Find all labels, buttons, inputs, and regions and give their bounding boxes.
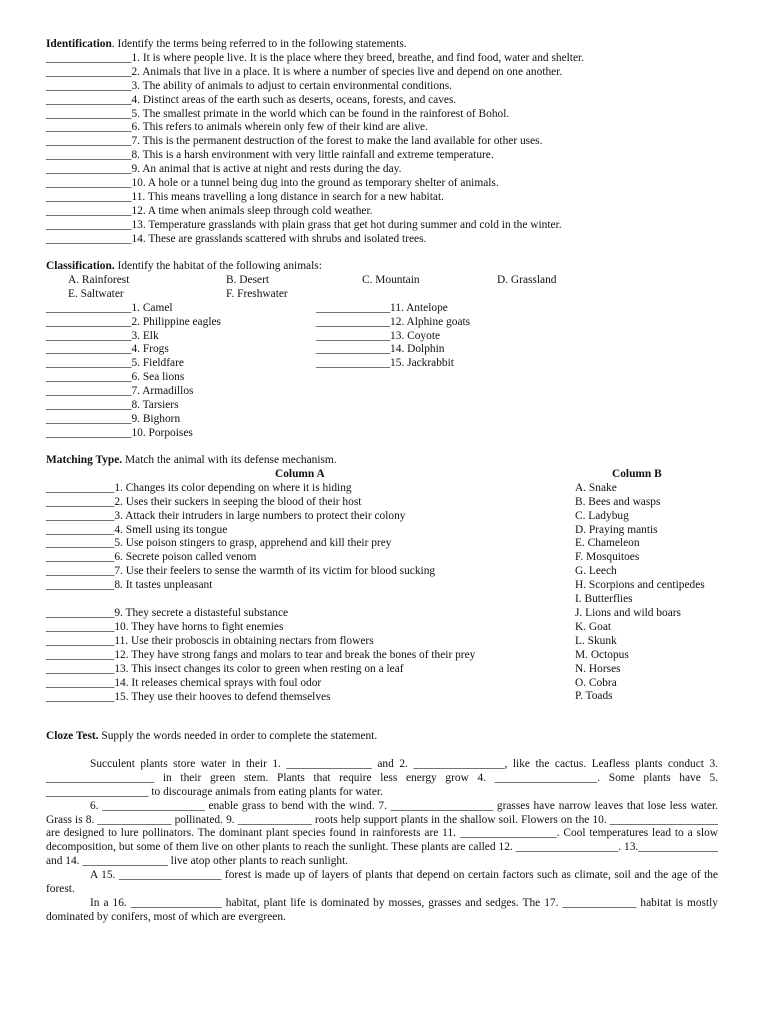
item-text: 4. Frogs bbox=[131, 343, 169, 356]
habitat-choice: C. Mountain bbox=[362, 273, 420, 286]
item-text: 9. They secrete a distasteful substance bbox=[114, 607, 289, 620]
matching-columns bbox=[46, 468, 736, 718]
item-text: 8. It tastes unpleasant bbox=[114, 579, 213, 592]
answer-blank[interactable]: _______________ bbox=[46, 121, 132, 134]
column-a-item bbox=[46, 649, 576, 663]
column-b-item: C. Ladybug bbox=[575, 509, 629, 522]
answer-blank[interactable]: _______________ bbox=[46, 163, 132, 176]
habitat-choice: B. Desert bbox=[226, 273, 270, 286]
column-a-spacer bbox=[46, 593, 576, 607]
classification-right-column bbox=[316, 302, 470, 372]
column-b-items bbox=[575, 482, 735, 705]
column-b-item: I. Butterflies bbox=[575, 593, 633, 606]
item-text: 1. It is where people live. It is the place where they breed, breathe, and find food, water and shelter. bbox=[131, 51, 585, 64]
cloze-paragraph-4: In a 16. ________________ habitat, plant life is dominated by mosses, grasses and sedges. The 17. _____________ habitat is mostly dominated by conifers, most of which are evergreen. bbox=[46, 896, 718, 923]
classification-item bbox=[316, 302, 470, 316]
item-text: 12. Alphine goats bbox=[390, 315, 471, 328]
classification-left-column bbox=[46, 302, 221, 441]
column-a-item bbox=[46, 565, 576, 579]
column-a-item bbox=[46, 551, 576, 565]
answer-blank[interactable]: _______________ bbox=[46, 190, 132, 203]
answer-blank[interactable]: _______________ bbox=[46, 412, 132, 425]
item-text: 7. This is the permanent destruction of the forest to make the land available for other uses. bbox=[131, 135, 543, 148]
item-text: 6. This refers to animals wherein only few of their kind are alive. bbox=[131, 121, 428, 134]
item-text: 2. Philippine eagles bbox=[131, 315, 221, 328]
habitat-choice: E. Saltwater bbox=[68, 287, 124, 300]
answer-blank[interactable]: ____________ bbox=[46, 620, 115, 633]
answer-blank[interactable]: ____________ bbox=[46, 634, 115, 647]
identification-item bbox=[46, 233, 736, 247]
column-a-item bbox=[46, 524, 576, 538]
answer-blank[interactable]: _______________ bbox=[46, 107, 132, 120]
answer-blank[interactable]: _______________ bbox=[46, 204, 132, 217]
classification-item bbox=[46, 413, 221, 427]
classification-item bbox=[46, 371, 221, 385]
column-b-item: E. Chameleon bbox=[575, 537, 640, 550]
answer-blank[interactable]: _______________ bbox=[46, 385, 132, 398]
column-a-item bbox=[46, 510, 576, 524]
item-text: 4. Distinct areas of the earth such as deserts, oceans, forests, and caves. bbox=[131, 93, 457, 106]
column-b-item: P. Toads bbox=[575, 690, 613, 703]
item-text: 14. It releases chemical sprays with foul odor bbox=[114, 676, 322, 689]
answer-blank[interactable]: _______________ bbox=[46, 65, 132, 78]
answer-blank[interactable]: _____________ bbox=[316, 301, 391, 314]
answer-blank[interactable]: ____________ bbox=[46, 676, 115, 689]
classification-item bbox=[316, 357, 470, 371]
column-b-item: O. Cobra bbox=[575, 676, 617, 689]
item-text: 7. Armadillos bbox=[131, 385, 194, 398]
column-a-item bbox=[46, 482, 576, 496]
identification-item bbox=[46, 66, 736, 80]
habitat-choices-row-1 bbox=[46, 274, 736, 288]
answer-blank[interactable]: _______________ bbox=[46, 177, 132, 190]
habitat-choice: F. Freshwater bbox=[226, 287, 288, 300]
column-b bbox=[575, 468, 735, 704]
answer-blank[interactable]: ____________ bbox=[46, 481, 115, 494]
column-a bbox=[46, 468, 576, 705]
classification-instruction: Identify the habitat of the following animals: bbox=[114, 260, 322, 272]
classification-item bbox=[46, 343, 221, 357]
classification-item bbox=[46, 399, 221, 413]
identification-items bbox=[46, 52, 736, 247]
identification-item bbox=[46, 191, 736, 205]
item-text: 14. These are grasslands scattered with shrubs and isolated trees. bbox=[131, 232, 427, 245]
classification-item bbox=[46, 427, 221, 441]
identification-section bbox=[46, 38, 736, 247]
matching-section bbox=[46, 454, 736, 718]
cloze-paragraph-1: Succulent plants store water in their 1. _______________ and 2. ________________, like the cactus. Leafless plants conduct 3. ___________________ in their green stem. Plants that require less energy grow 4. __________________. Some plants have 5. __________________ to discourage animals from eating plants for water. bbox=[46, 757, 718, 798]
column-a-item bbox=[46, 607, 576, 621]
identification-item bbox=[46, 52, 736, 66]
identification-instruction: . Identify the terms being referred to in the following statements. bbox=[111, 38, 407, 50]
identification-item bbox=[46, 163, 736, 177]
cloze-instruction: Supply the words needed in order to complete the statement. bbox=[98, 730, 378, 742]
answer-blank[interactable]: _______________ bbox=[46, 93, 132, 106]
item-text: 9. Bighorn bbox=[131, 412, 181, 425]
answer-blank[interactable]: ____________ bbox=[46, 607, 115, 620]
answer-blank[interactable]: _______________ bbox=[46, 149, 132, 162]
answer-blank[interactable]: ____________ bbox=[46, 579, 115, 592]
column-b-item: K. Goat bbox=[575, 620, 612, 633]
classification-item bbox=[316, 330, 470, 344]
column-a-items-top bbox=[46, 482, 576, 593]
habitat-choice: A. Rainforest bbox=[68, 273, 130, 286]
answer-blank[interactable]: ____________ bbox=[46, 662, 115, 675]
answer-blank[interactable]: _______________ bbox=[46, 218, 132, 231]
item-text: 12. They have strong fangs and molars to tear and break the bones of their prey bbox=[114, 648, 476, 661]
item-text: 6. Secrete poison called venom bbox=[114, 551, 257, 564]
item-text: 13. Temperature grasslands with plain grass that get hot during summer and cold in the winter. bbox=[131, 218, 562, 231]
classification-item bbox=[46, 330, 221, 344]
answer-blank[interactable]: _______________ bbox=[46, 315, 132, 328]
answer-blank[interactable]: ____________ bbox=[46, 690, 115, 703]
answer-blank[interactable]: _______________ bbox=[46, 51, 132, 64]
column-b-item: M. Octopus bbox=[575, 648, 629, 661]
item-text: 2. Uses their suckers in seeping the blood of their host bbox=[114, 495, 362, 508]
answer-blank[interactable]: _______________ bbox=[46, 426, 132, 439]
identification-item bbox=[46, 135, 736, 149]
column-b-item: B. Bees and wasps bbox=[575, 495, 661, 508]
item-text: 8. Tarsiers bbox=[131, 399, 179, 412]
identification-item bbox=[46, 94, 736, 108]
column-a-items-bottom bbox=[46, 607, 576, 704]
answer-blank[interactable]: _____________ bbox=[316, 343, 391, 356]
cloze-heading: Cloze Test. bbox=[46, 730, 99, 742]
cloze-section bbox=[46, 730, 718, 925]
answer-blank[interactable]: ____________ bbox=[46, 551, 115, 564]
matching-instruction: Match the animal with its defense mechanism. bbox=[122, 454, 337, 466]
column-a-item bbox=[46, 537, 576, 551]
cloze-spacer bbox=[46, 744, 718, 758]
matching-heading: Matching Type. bbox=[46, 454, 123, 466]
answer-blank[interactable]: _____________ bbox=[316, 315, 391, 328]
identification-heading: Identification bbox=[46, 38, 112, 50]
item-text: 10. They have horns to fight enemies bbox=[114, 620, 284, 633]
item-text: 1. Changes its color depending on where it is hiding bbox=[114, 481, 352, 494]
matching-title bbox=[46, 454, 736, 468]
item-text: 5. Fieldfare bbox=[131, 357, 184, 370]
classification-title bbox=[46, 260, 736, 274]
classification-item bbox=[46, 302, 221, 316]
identification-item bbox=[46, 149, 736, 163]
answer-blank[interactable]: _______________ bbox=[46, 301, 132, 314]
answer-blank[interactable]: _______________ bbox=[46, 232, 132, 245]
item-text: 5. The smallest primate in the world which can be found in the rainforest of Bohol. bbox=[131, 107, 510, 120]
identification-item bbox=[46, 108, 736, 122]
identification-title bbox=[46, 38, 736, 52]
answer-blank[interactable]: _____________ bbox=[316, 357, 391, 370]
identification-item bbox=[46, 121, 736, 135]
answer-blank[interactable]: _______________ bbox=[46, 329, 132, 342]
classification-item bbox=[316, 316, 470, 330]
item-text: 4. Smell using its tongue bbox=[114, 523, 228, 536]
item-text: 11. This means travelling a long distance in search for a new habitat. bbox=[131, 190, 444, 203]
column-b-item: G. Leech bbox=[575, 565, 617, 578]
column-a-item bbox=[46, 621, 576, 635]
identification-item bbox=[46, 219, 736, 233]
item-text: 5. Use poison stingers to grasp, apprehend and kill their prey bbox=[114, 537, 392, 550]
classification-item bbox=[46, 357, 221, 371]
item-text: 3. Attack their intruders in large numbers to protect their colony bbox=[114, 509, 406, 522]
column-b-item: A. Snake bbox=[575, 481, 617, 494]
item-text: 11. Use their proboscis in obtaining nectars from flowers bbox=[114, 634, 374, 647]
column-a-item bbox=[46, 691, 576, 705]
classification-item bbox=[46, 385, 221, 399]
identification-item bbox=[46, 205, 736, 219]
item-text: 15. Jackrabbit bbox=[390, 357, 454, 370]
answer-blank[interactable]: ____________ bbox=[46, 495, 115, 508]
item-text: 1. Camel bbox=[131, 301, 173, 314]
answer-blank[interactable]: _____________ bbox=[316, 329, 391, 342]
answer-blank[interactable]: ____________ bbox=[46, 523, 115, 536]
item-text: 3. The ability of animals to adjust to certain environmental conditions. bbox=[131, 79, 452, 92]
column-b-header: Column B bbox=[612, 467, 662, 480]
item-text: 12. A time when animals sleep through cold weather. bbox=[131, 204, 373, 217]
answer-blank[interactable]: _______________ bbox=[46, 357, 132, 370]
answer-blank[interactable]: _______________ bbox=[46, 343, 132, 356]
item-text: 10. Porpoises bbox=[131, 426, 193, 439]
classification-heading: Classification. bbox=[46, 260, 115, 272]
habitat-choice: D. Grassland bbox=[497, 273, 557, 286]
column-a-item bbox=[46, 663, 576, 677]
item-text: 11. Antelope bbox=[390, 301, 448, 314]
item-text: 2. Animals that live in a place. It is where a number of species live and depend on one another. bbox=[131, 65, 563, 78]
item-text: 13. This insect changes its color to green when resting on a leaf bbox=[114, 662, 404, 675]
column-a-header: Column A bbox=[275, 467, 325, 480]
item-text: 9. An animal that is active at night and rests during the day. bbox=[131, 163, 402, 176]
column-a-item bbox=[46, 496, 576, 510]
cloze-paragraph-3: A 15. __________________ forest is made up of layers of plants that depend on certain factors such as climate, soil and the age of the forest. bbox=[46, 869, 718, 896]
answer-blank[interactable]: _______________ bbox=[46, 79, 132, 92]
column-b-item: H. Scorpions and centipedes bbox=[575, 579, 705, 592]
classification-section bbox=[46, 260, 736, 441]
column-b-item: F. Mosquitoes bbox=[575, 551, 640, 564]
column-b-item: J. Lions and wild boars bbox=[575, 606, 681, 619]
answer-blank[interactable]: _______________ bbox=[46, 135, 132, 148]
column-a-item bbox=[46, 579, 576, 593]
column-a-item bbox=[46, 677, 576, 691]
item-text: 8. This is a harsh environment with very little rainfall and extreme temperature. bbox=[131, 149, 494, 162]
answer-blank[interactable]: ____________ bbox=[46, 565, 115, 578]
answer-blank[interactable]: _______________ bbox=[46, 399, 132, 412]
item-text: 14. Dolphin bbox=[390, 343, 445, 356]
classification-item bbox=[316, 343, 470, 357]
answer-blank[interactable]: ____________ bbox=[46, 537, 115, 550]
item-text: 6. Sea lions bbox=[131, 371, 185, 384]
classification-items bbox=[46, 302, 736, 441]
column-a-item bbox=[46, 635, 576, 649]
habitat-choices-row-2 bbox=[46, 288, 736, 302]
column-b-item: N. Horses bbox=[575, 662, 621, 675]
identification-item bbox=[46, 177, 736, 191]
identification-item bbox=[46, 80, 736, 94]
item-text: 13. Coyote bbox=[390, 329, 441, 342]
item-text: 7. Use their feelers to sense the warmth of its victim for blood sucking bbox=[114, 565, 436, 578]
column-b-item: D. Praying mantis bbox=[575, 523, 658, 536]
answer-blank[interactable]: ____________ bbox=[46, 509, 115, 522]
item-text: 15. They use their hooves to defend themselves bbox=[114, 690, 331, 703]
column-b-item: L. Skunk bbox=[575, 634, 617, 647]
cloze-paragraph-2: 6. __________________ enable grass to bend with the wind. 7. __________________ grasses have narrow leaves that lose less water. Grass is 8. _____________ pollinated. 9. _____________ roots help support plants in the shallow soil. Flowers on the 10. ___________________ are designed to lure pollinators. The dominant plant species found in rainforests are 11. _________________. Cool temperatures lead to a slow decomposition, but some of them live on other plants to reach the sunlight. These plants are called 12. __________________. 13.______________ and 14. _______________ live atop other plants to reach sunlight. bbox=[46, 799, 718, 868]
item-text: 3. Elk bbox=[131, 329, 159, 342]
cloze-title bbox=[46, 730, 718, 744]
item-text: 10. A hole or a tunnel being dug into the ground as temporary shelter of animals. bbox=[131, 177, 499, 190]
answer-blank[interactable]: ____________ bbox=[46, 648, 115, 661]
classification-item bbox=[46, 316, 221, 330]
answer-blank[interactable]: _______________ bbox=[46, 371, 132, 384]
